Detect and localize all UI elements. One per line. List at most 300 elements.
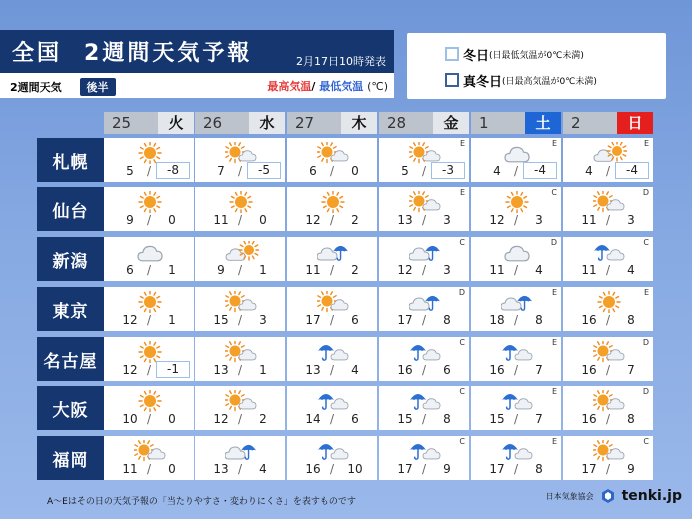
temp-separator: / <box>422 363 427 377</box>
title-region: 全国 <box>12 41 63 66</box>
cloud-weather-icon <box>501 142 533 164</box>
reliability-grade: D <box>642 338 649 347</box>
date-cell <box>563 112 653 134</box>
temp-separator: / <box>330 363 335 377</box>
low-temp: -1 <box>156 361 190 378</box>
high-temp: 16 <box>489 363 505 377</box>
low-temp: 9 <box>627 462 635 476</box>
temp-separator: / <box>147 213 152 227</box>
temperatures <box>287 261 377 279</box>
temp-separator: / <box>422 263 427 277</box>
forecast-cell <box>104 287 194 331</box>
forecast-cell <box>471 386 561 430</box>
unit-label: (℃) <box>367 80 388 93</box>
reliability-grade: E <box>551 139 557 148</box>
sun-cloud-weather-icon <box>225 291 257 313</box>
reliability-grade: E <box>551 288 557 297</box>
date-cell <box>195 112 285 134</box>
low-temp: 8 <box>627 313 635 327</box>
cloud-umbrella-weather-icon <box>409 241 441 263</box>
high-temp: 17 <box>305 313 321 327</box>
temp-separator: / <box>514 164 519 178</box>
sun-weather-icon <box>593 291 625 313</box>
hi-label: 最高気温 <box>267 80 312 93</box>
high-temp: 16 <box>581 412 597 426</box>
issued-time: 2月17日10時発表 <box>296 55 386 68</box>
low-temp: 0 <box>168 462 176 476</box>
date-number: 26 <box>195 112 249 134</box>
low-temp: 2 <box>259 412 267 426</box>
high-temp: 17 <box>397 462 413 476</box>
legend-sep: / <box>311 80 316 93</box>
temp-separator: / <box>514 313 519 327</box>
temperatures <box>379 361 469 379</box>
temperatures <box>471 460 561 478</box>
temp-separator: / <box>238 363 243 377</box>
sun-cloud-weather-icon <box>593 390 625 412</box>
temperatures <box>195 460 285 478</box>
tenki-logo-icon <box>600 488 616 504</box>
sun-cloud-weather-icon <box>225 390 257 412</box>
high-temp: 10 <box>122 412 138 426</box>
temp-separator: / <box>606 462 611 476</box>
high-temp: 15 <box>397 412 413 426</box>
high-temp: 4 <box>585 164 593 178</box>
temperatures <box>287 361 377 379</box>
forecast-cell <box>195 237 285 281</box>
sun-weather-icon <box>134 341 166 363</box>
high-temp: 13 <box>397 213 413 227</box>
brand-name: tenki.jp <box>621 488 682 504</box>
date-cell <box>104 112 194 134</box>
high-temp: 12 <box>305 213 321 227</box>
low-temp: 8 <box>443 412 451 426</box>
forecast-cell <box>379 187 469 231</box>
low-temp: 3 <box>443 213 451 227</box>
subtitle: 2週間天気 <box>10 81 62 94</box>
sun-weather-icon <box>225 191 257 213</box>
legend-fuyubi <box>445 41 666 67</box>
temperatures <box>379 162 469 180</box>
forecast-cell <box>195 386 285 430</box>
forecast-cell <box>104 187 194 231</box>
sun-weather-icon <box>134 291 166 313</box>
temp-separator: / <box>422 213 427 227</box>
lo-label: 最低気温 <box>319 80 364 93</box>
temp-separator: / <box>606 412 611 426</box>
low-temp: 2 <box>351 263 359 277</box>
umbrella-cloud-weather-icon <box>317 440 349 462</box>
temperatures <box>287 162 377 180</box>
forecast-cell <box>471 237 561 281</box>
low-temp: 6 <box>351 412 359 426</box>
temperatures <box>195 361 285 379</box>
low-temp: 1 <box>168 313 176 327</box>
cloud-umbrella-weather-icon <box>501 291 533 313</box>
mafuyubi-label: 真冬日 <box>463 74 503 90</box>
low-temp: 8 <box>535 462 543 476</box>
cloud-sun-weather-icon <box>225 241 257 263</box>
sun-weather-icon <box>317 191 349 213</box>
temperatures <box>104 361 194 379</box>
temperatures <box>563 162 653 180</box>
umbrella-cloud-weather-icon <box>501 440 533 462</box>
sub-header <box>0 73 394 98</box>
cloud-umbrella-weather-icon <box>225 440 257 462</box>
city-name: 札幌 <box>37 138 104 182</box>
date-number: 28 <box>379 112 433 134</box>
temp-separator: / <box>238 263 243 277</box>
temperatures <box>104 311 194 329</box>
low-temp: 0 <box>351 164 359 178</box>
mafuyubi-swatch <box>445 73 459 87</box>
forecast-cell <box>287 287 377 331</box>
forecast-cell <box>195 337 285 381</box>
forecast-cell <box>471 287 561 331</box>
low-temp: 4 <box>259 462 267 476</box>
city-row <box>37 287 658 331</box>
high-temp: 17 <box>489 462 505 476</box>
high-temp: 12 <box>122 363 138 377</box>
city-row <box>37 187 658 231</box>
date-cell <box>379 112 469 134</box>
reliability-grade: D <box>642 387 649 396</box>
temp-separator: / <box>330 213 335 227</box>
city-name: 仙台 <box>37 187 104 231</box>
temperatures <box>195 162 285 180</box>
temperatures <box>471 410 561 428</box>
sun-cloud-weather-icon <box>225 341 257 363</box>
sun-weather-icon <box>501 191 533 213</box>
forecast-cell <box>563 237 653 281</box>
forecast-cell <box>379 237 469 281</box>
forecast-cell <box>471 187 561 231</box>
temp-separator: / <box>238 412 243 426</box>
temp-separator: / <box>147 363 152 377</box>
high-temp: 6 <box>126 263 134 277</box>
temp-separator: / <box>422 313 427 327</box>
sun-weather-icon <box>134 390 166 412</box>
low-temp: 3 <box>627 213 635 227</box>
low-temp: 6 <box>443 363 451 377</box>
temp-separator: / <box>147 313 152 327</box>
low-temp: 8 <box>535 313 543 327</box>
forecast-cell <box>471 337 561 381</box>
temp-separator: / <box>422 164 427 178</box>
temperatures <box>471 261 561 279</box>
low-temp: 4 <box>627 263 635 277</box>
forecast-cell <box>563 436 653 480</box>
reliability-grade: E <box>551 387 557 396</box>
low-temp: 4 <box>351 363 359 377</box>
temp-separator: / <box>606 313 611 327</box>
sun-cloud-weather-icon <box>317 291 349 313</box>
temp-separator: / <box>606 263 611 277</box>
temperatures <box>563 460 653 478</box>
high-temp: 11 <box>581 263 597 277</box>
temp-separator: / <box>330 313 335 327</box>
forecast-cell <box>563 287 653 331</box>
sun-cloud-weather-icon <box>593 191 625 213</box>
temperatures <box>287 211 377 229</box>
temperatures <box>563 311 653 329</box>
high-temp: 11 <box>581 213 597 227</box>
temperatures <box>379 460 469 478</box>
reliability-grade: C <box>459 338 465 347</box>
date-number: 2 <box>563 112 617 134</box>
cloud-weather-icon <box>134 241 166 263</box>
high-temp: 11 <box>122 462 138 476</box>
low-temp: 7 <box>627 363 635 377</box>
high-temp: 14 <box>305 412 321 426</box>
temp-separator: / <box>514 213 519 227</box>
high-temp: 12 <box>489 213 505 227</box>
temp-separator: / <box>238 213 243 227</box>
sun-cloud-weather-icon <box>593 341 625 363</box>
reliability-grade: D <box>458 288 465 297</box>
sun-cloud-weather-icon <box>317 142 349 164</box>
low-temp: 3 <box>259 313 267 327</box>
high-temp: 11 <box>305 263 321 277</box>
forecast-cell <box>104 436 194 480</box>
temperatures <box>379 410 469 428</box>
fuyubi-label: 冬日 <box>463 48 490 64</box>
forecast-cell <box>195 287 285 331</box>
temperatures <box>471 211 561 229</box>
temp-separator: / <box>147 263 152 277</box>
temperatures <box>379 261 469 279</box>
high-temp: 13 <box>213 363 229 377</box>
reliability-grade: E <box>551 338 557 347</box>
sun-weather-icon <box>134 142 166 164</box>
sun-cloud-weather-icon <box>409 191 441 213</box>
temperatures <box>104 211 194 229</box>
temperatures <box>195 211 285 229</box>
high-temp: 5 <box>126 164 134 178</box>
sun-cloud-weather-icon <box>134 440 166 462</box>
credit <box>546 488 682 504</box>
low-temp: 9 <box>443 462 451 476</box>
reliability-grade: E <box>643 139 649 148</box>
day-of-week: 金 <box>433 112 469 134</box>
temperatures <box>195 410 285 428</box>
high-temp: 4 <box>493 164 501 178</box>
high-temp: 9 <box>217 263 225 277</box>
temp-separator: / <box>330 462 335 476</box>
city-row <box>37 337 658 381</box>
high-temp: 13 <box>305 363 321 377</box>
low-temp: 3 <box>535 213 543 227</box>
forecast-cell <box>379 287 469 331</box>
low-temp: 0 <box>168 213 176 227</box>
low-temp: -5 <box>247 162 281 179</box>
forecast-cell <box>287 187 377 231</box>
low-temp: 3 <box>443 263 451 277</box>
temperatures <box>471 361 561 379</box>
temperatures <box>104 162 194 180</box>
reliability-grade: C <box>643 437 649 446</box>
high-temp: 12 <box>213 412 229 426</box>
city-name: 名古屋 <box>37 337 104 381</box>
forecast-cell <box>563 138 653 182</box>
reliability-grade: E <box>643 288 649 297</box>
city-row <box>37 386 658 430</box>
forecast-cell <box>104 386 194 430</box>
day-of-week: 火 <box>158 112 194 134</box>
high-temp: 16 <box>397 363 413 377</box>
high-temp: 6 <box>309 164 317 178</box>
umbrella-cloud-weather-icon <box>409 390 441 412</box>
sun-weather-icon <box>134 191 166 213</box>
temp-separator: / <box>330 263 335 277</box>
date-number: 1 <box>471 112 525 134</box>
high-temp: 17 <box>397 313 413 327</box>
forecast-cell <box>563 337 653 381</box>
forecast-cell <box>104 138 194 182</box>
city-row <box>37 436 658 480</box>
day-of-week: 土 <box>525 112 561 134</box>
temp-separator: / <box>238 462 243 476</box>
sun-cloud-weather-icon <box>593 440 625 462</box>
low-temp: 10 <box>347 462 363 476</box>
umbrella-cloud-weather-icon <box>409 341 441 363</box>
temp-separator: / <box>330 412 335 426</box>
temperatures <box>563 410 653 428</box>
title-main: 2週間天気予報 <box>84 41 253 66</box>
low-temp: 8 <box>443 313 451 327</box>
legend-box <box>407 33 666 99</box>
forecast-cell <box>563 386 653 430</box>
temperatures <box>563 211 653 229</box>
low-temp: 7 <box>535 412 543 426</box>
date-number: 27 <box>287 112 341 134</box>
temperatures <box>471 162 561 180</box>
city-name: 福岡 <box>37 436 104 480</box>
cloud-umbrella-weather-icon <box>317 241 349 263</box>
low-temp: 7 <box>535 363 543 377</box>
high-temp: 15 <box>213 313 229 327</box>
date-cell <box>471 112 561 134</box>
temp-separator: / <box>147 462 152 476</box>
temp-separator: / <box>238 164 243 178</box>
high-temp: 16 <box>581 313 597 327</box>
low-temp: 1 <box>259 263 267 277</box>
sun-cloud-weather-icon <box>225 142 257 164</box>
city-name: 新潟 <box>37 237 104 281</box>
umbrella-cloud-weather-icon <box>501 341 533 363</box>
temp-separator: / <box>422 412 427 426</box>
temperatures <box>104 410 194 428</box>
temperatures <box>379 211 469 229</box>
umbrella-cloud-weather-icon <box>317 341 349 363</box>
forecast-cell <box>195 187 285 231</box>
temperatures <box>104 460 194 478</box>
reliability-grade: C <box>459 437 465 446</box>
temperatures <box>379 311 469 329</box>
umbrella-cloud-weather-icon <box>409 440 441 462</box>
date-cell <box>287 112 377 134</box>
low-temp: 1 <box>168 263 176 277</box>
high-temp: 16 <box>581 363 597 377</box>
temperatures <box>563 261 653 279</box>
forecast-cell <box>104 237 194 281</box>
legend-mafuyubi <box>445 67 666 93</box>
temp-separator: / <box>147 412 152 426</box>
high-temp: 11 <box>213 213 229 227</box>
temp-separator: / <box>606 164 611 178</box>
forecast-cell <box>195 138 285 182</box>
temp-separator: / <box>147 164 152 178</box>
reliability-grade: C <box>643 238 649 247</box>
high-temp: 12 <box>122 313 138 327</box>
low-temp: -4 <box>615 162 649 179</box>
org-name: 日本気象協会 <box>545 491 594 501</box>
low-temp: 0 <box>259 213 267 227</box>
day-of-week: 水 <box>249 112 285 134</box>
cloud-umbrella-weather-icon <box>409 291 441 313</box>
fuyubi-swatch <box>445 47 459 61</box>
forecast-cell <box>287 138 377 182</box>
temp-separator: / <box>330 164 335 178</box>
reliability-grade: E <box>459 188 465 197</box>
city-row <box>37 237 658 281</box>
temperatures <box>104 261 194 279</box>
day-of-week: 木 <box>341 112 377 134</box>
page-title <box>0 30 394 73</box>
reliability-grade: E <box>459 139 465 148</box>
date-number: 25 <box>104 112 158 134</box>
temperatures <box>471 311 561 329</box>
temp-separator: / <box>606 213 611 227</box>
forecast-cell <box>471 138 561 182</box>
low-temp: 2 <box>351 213 359 227</box>
low-temp: 6 <box>351 313 359 327</box>
low-temp: -8 <box>156 162 190 179</box>
high-temp: 18 <box>489 313 505 327</box>
low-temp: 4 <box>535 263 543 277</box>
temperatures <box>287 410 377 428</box>
cloud-weather-icon <box>501 241 533 263</box>
forecast-cell <box>287 386 377 430</box>
umbrella-cloud-weather-icon <box>593 241 625 263</box>
high-temp: 5 <box>401 164 409 178</box>
forecast-cell <box>195 436 285 480</box>
sun-cloud-weather-icon <box>409 142 441 164</box>
temperatures <box>195 311 285 329</box>
temp-separator: / <box>606 363 611 377</box>
mafuyubi-note: (日最高気温が0℃未満) <box>502 76 597 87</box>
temperatures <box>287 460 377 478</box>
forecast-cell <box>379 436 469 480</box>
reliability-grade: D <box>550 238 557 247</box>
high-temp: 11 <box>489 263 505 277</box>
temp-separator: / <box>514 462 519 476</box>
reliability-grade: C <box>459 387 465 396</box>
reliability-grade: C <box>551 188 557 197</box>
high-temp: 15 <box>489 412 505 426</box>
city-name: 大阪 <box>37 386 104 430</box>
city-row <box>37 138 658 182</box>
forecast-cell <box>379 337 469 381</box>
high-temp: 17 <box>581 462 597 476</box>
high-temp: 9 <box>126 213 134 227</box>
temp-legend <box>267 78 388 94</box>
low-temp: 1 <box>259 363 267 377</box>
forecast-cell <box>104 337 194 381</box>
high-temp: 12 <box>397 263 413 277</box>
footer-note: A～Eはその日の天気予報の「当たりやすさ・変わりにくさ」を表すものです <box>47 497 356 507</box>
low-temp: -3 <box>431 162 465 179</box>
